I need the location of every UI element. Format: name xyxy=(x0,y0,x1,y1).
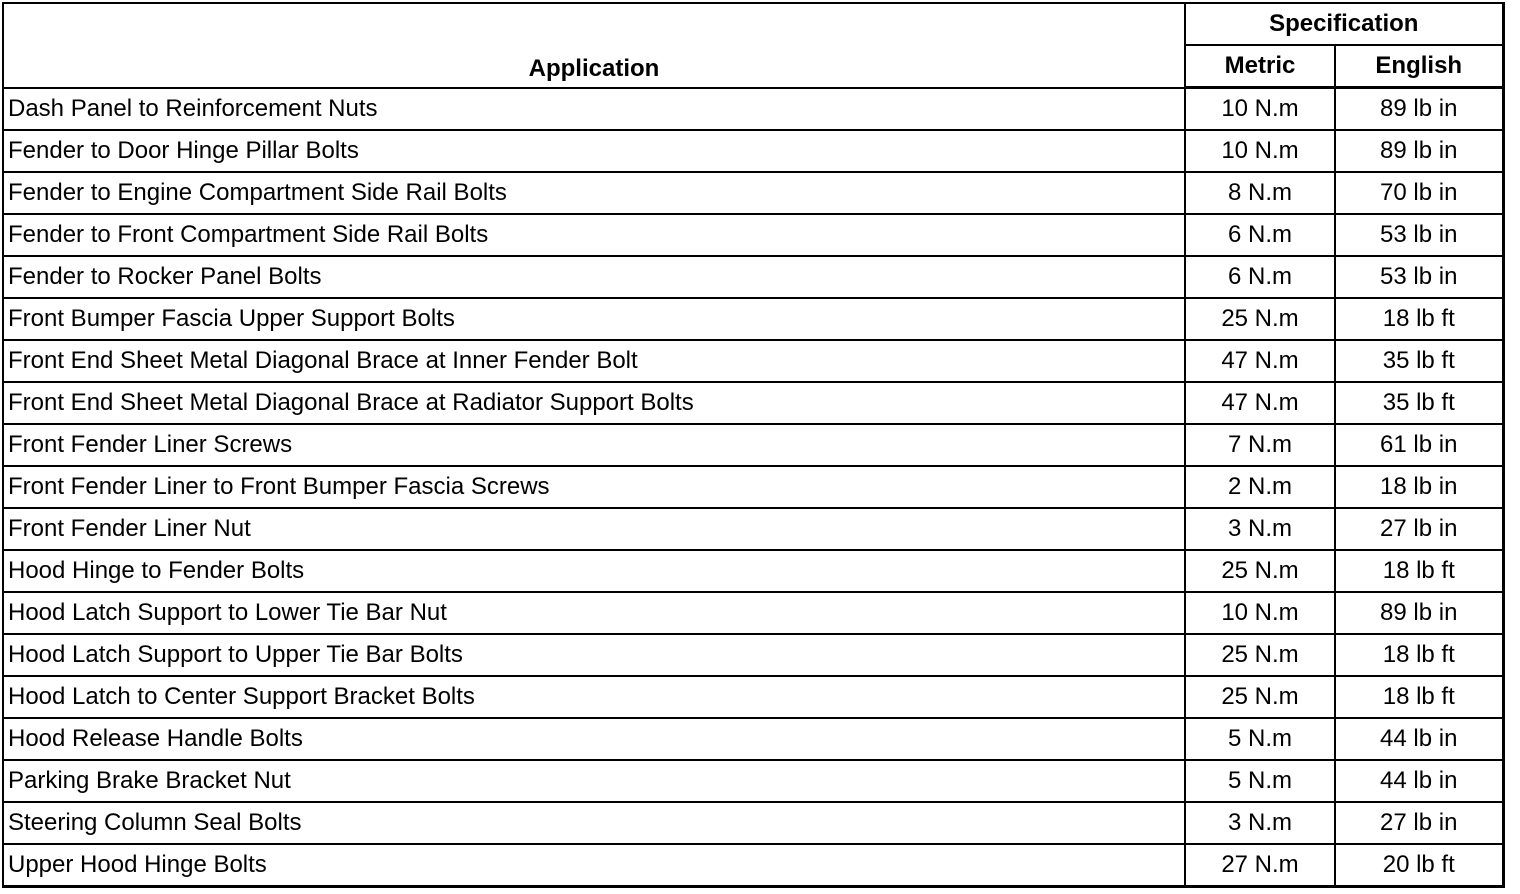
metric-value-cell: 47 N.m xyxy=(1185,340,1335,382)
table-row xyxy=(3,298,1503,340)
metric-value-cell: 6 N.m xyxy=(1185,214,1335,256)
table-row xyxy=(3,256,1503,298)
table-row xyxy=(3,172,1503,214)
application-cell: Dash Panel to Reinforcement Nuts xyxy=(3,88,1185,131)
english-value-cell: 61 lb in xyxy=(1335,424,1503,466)
application-cell: Front Fender Liner Screws xyxy=(3,424,1185,466)
specification-column-header: Specification xyxy=(1185,3,1503,45)
table-row xyxy=(3,130,1503,172)
metric-value-cell: 5 N.m xyxy=(1185,760,1335,802)
table-row xyxy=(3,88,1503,131)
metric-value-cell: 25 N.m xyxy=(1185,676,1335,718)
english-value-cell: 89 lb in xyxy=(1335,130,1503,172)
application-cell: Fender to Engine Compartment Side Rail Bolts xyxy=(3,172,1185,214)
table-body xyxy=(3,88,1503,887)
table-row xyxy=(3,550,1503,592)
table-row xyxy=(3,718,1503,760)
application-cell: Front Fender Liner to Front Bumper Fascia Screws xyxy=(3,466,1185,508)
application-cell: Hood Hinge to Fender Bolts xyxy=(3,550,1185,592)
english-value-cell: 44 lb in xyxy=(1335,718,1503,760)
metric-value-cell: 47 N.m xyxy=(1185,382,1335,424)
english-value-cell: 53 lb in xyxy=(1335,214,1503,256)
application-cell: Fender to Door Hinge Pillar Bolts xyxy=(3,130,1185,172)
table-header xyxy=(3,3,1503,88)
english-column-header: English xyxy=(1335,45,1503,88)
english-value-cell: 27 lb in xyxy=(1335,802,1503,844)
metric-value-cell: 10 N.m xyxy=(1185,88,1335,131)
application-cell: Fender to Front Compartment Side Rail Bolts xyxy=(3,214,1185,256)
application-cell: Front End Sheet Metal Diagonal Brace at Inner Fender Bolt xyxy=(3,340,1185,382)
header-row-top xyxy=(3,3,1503,45)
application-column-header: Application xyxy=(3,3,1185,88)
english-value-cell: 35 lb ft xyxy=(1335,340,1503,382)
metric-value-cell: 25 N.m xyxy=(1185,550,1335,592)
english-value-cell: 27 lb in xyxy=(1335,508,1503,550)
metric-value-cell: 3 N.m xyxy=(1185,802,1335,844)
application-cell: Hood Release Handle Bolts xyxy=(3,718,1185,760)
metric-value-cell: 8 N.m xyxy=(1185,172,1335,214)
application-cell: Hood Latch Support to Lower Tie Bar Nut xyxy=(3,592,1185,634)
metric-value-cell: 2 N.m xyxy=(1185,466,1335,508)
english-value-cell: 35 lb ft xyxy=(1335,382,1503,424)
table-row xyxy=(3,382,1503,424)
table-row xyxy=(3,592,1503,634)
application-cell: Steering Column Seal Bolts xyxy=(3,802,1185,844)
english-value-cell: 89 lb in xyxy=(1335,88,1503,131)
application-cell: Front Bumper Fascia Upper Support Bolts xyxy=(3,298,1185,340)
english-value-cell: 18 lb ft xyxy=(1335,298,1503,340)
table-row xyxy=(3,424,1503,466)
english-value-cell: 18 lb ft xyxy=(1335,634,1503,676)
metric-value-cell: 25 N.m xyxy=(1185,634,1335,676)
torque-specification-table xyxy=(2,2,1505,888)
english-value-cell: 53 lb in xyxy=(1335,256,1503,298)
table-row xyxy=(3,634,1503,676)
english-value-cell: 18 lb in xyxy=(1335,466,1503,508)
application-cell: Hood Latch Support to Upper Tie Bar Bolts xyxy=(3,634,1185,676)
metric-column-header: Metric xyxy=(1185,45,1335,88)
application-cell: Parking Brake Bracket Nut xyxy=(3,760,1185,802)
table-row xyxy=(3,760,1503,802)
metric-value-cell: 10 N.m xyxy=(1185,592,1335,634)
metric-value-cell: 5 N.m xyxy=(1185,718,1335,760)
table-row xyxy=(3,676,1503,718)
english-value-cell: 44 lb in xyxy=(1335,760,1503,802)
metric-value-cell: 10 N.m xyxy=(1185,130,1335,172)
metric-value-cell: 25 N.m xyxy=(1185,298,1335,340)
metric-value-cell: 6 N.m xyxy=(1185,256,1335,298)
application-cell: Front End Sheet Metal Diagonal Brace at Radiator Support Bolts xyxy=(3,382,1185,424)
english-value-cell: 18 lb ft xyxy=(1335,550,1503,592)
metric-value-cell: 27 N.m xyxy=(1185,844,1335,887)
table-row xyxy=(3,466,1503,508)
table-row xyxy=(3,340,1503,382)
table-row xyxy=(3,802,1503,844)
table-row xyxy=(3,844,1503,887)
metric-value-cell: 7 N.m xyxy=(1185,424,1335,466)
metric-value-cell: 3 N.m xyxy=(1185,508,1335,550)
english-value-cell: 89 lb in xyxy=(1335,592,1503,634)
application-cell: Hood Latch to Center Support Bracket Bolts xyxy=(3,676,1185,718)
english-value-cell: 70 lb in xyxy=(1335,172,1503,214)
english-value-cell: 20 lb ft xyxy=(1335,844,1503,887)
english-value-cell: 18 lb ft xyxy=(1335,676,1503,718)
application-cell: Upper Hood Hinge Bolts xyxy=(3,844,1185,887)
application-cell: Fender to Rocker Panel Bolts xyxy=(3,256,1185,298)
table-row xyxy=(3,508,1503,550)
table-row xyxy=(3,214,1503,256)
application-cell: Front Fender Liner Nut xyxy=(3,508,1185,550)
